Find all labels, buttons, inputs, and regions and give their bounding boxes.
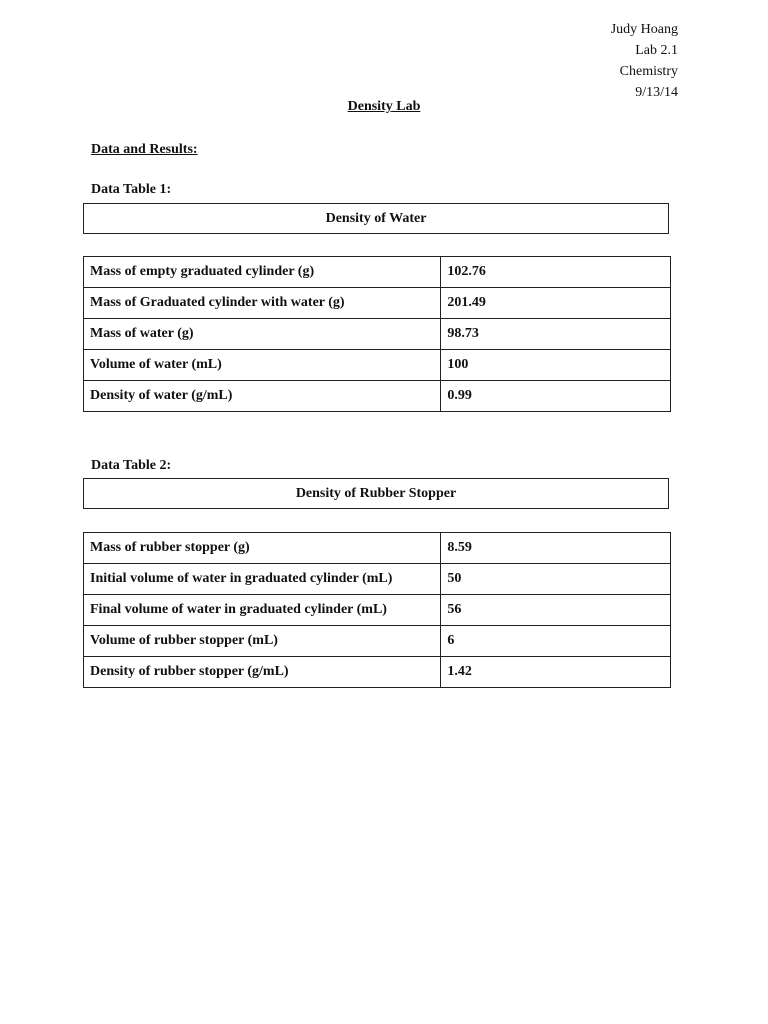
table2-caption [83,478,669,509]
row-value: 8.59 [441,533,671,564]
row-label: Volume of rubber stopper (mL) [84,626,441,657]
row-label: Mass of Graduated cylinder with water (g) [84,288,441,319]
date: 9/13/14 [635,85,678,100]
row-value: 98.73 [441,319,671,350]
table2 [83,532,671,688]
table2-label: Data Table 2: [91,458,172,473]
row-value: 100 [441,350,671,381]
row-label: Density of water (g/mL) [84,381,441,412]
row-label: Initial volume of water in graduated cylinder (mL) [84,564,441,595]
table-row [84,626,671,657]
row-label: Mass of rubber stopper (g) [84,533,441,564]
row-value: 102.76 [441,257,671,288]
row-value: 201.49 [441,288,671,319]
subject: Chemistry [619,64,678,79]
table-row [84,350,671,381]
table2-caption-text: Density of Rubber Stopper [295,485,457,501]
table-row [84,533,671,564]
row-label: Volume of water (mL) [84,350,441,381]
row-label: Final volume of water in graduated cylinder (mL) [84,595,441,626]
lab-number: Lab 2.1 [635,43,678,58]
table-row [84,257,671,288]
table1-label: Data Table 1: [91,182,172,197]
row-label: Density of rubber stopper (g/mL) [84,657,441,688]
table-row [84,319,671,350]
document-title: Density Lab [347,99,421,114]
table1-caption-text: Density of Water [325,210,427,226]
row-label: Mass of water (g) [84,319,441,350]
row-value: 0.99 [441,381,671,412]
table1-caption [83,203,669,234]
table-row [84,657,671,688]
row-value: 1.42 [441,657,671,688]
table-row [84,595,671,626]
header-block [611,19,678,103]
row-value: 50 [441,564,671,595]
row-value: 6 [441,626,671,657]
table-row [84,564,671,595]
table-row [84,381,671,412]
table-row [84,288,671,319]
row-label: Mass of empty graduated cylinder (g) [84,257,441,288]
section-heading: Data and Results: [91,142,198,157]
author-name: Judy Hoang [610,22,678,37]
table1 [83,256,671,412]
row-value: 56 [441,595,671,626]
